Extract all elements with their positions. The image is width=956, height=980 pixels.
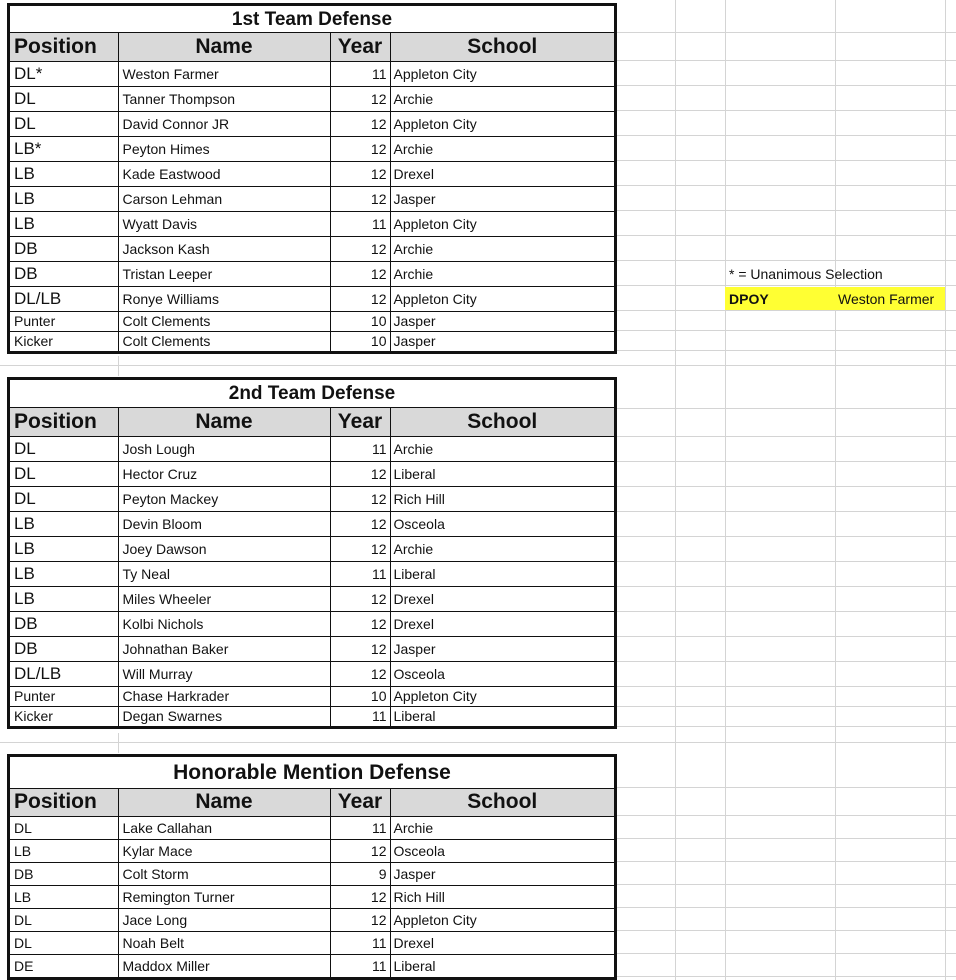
- year-cell: 10: [330, 686, 390, 706]
- table-row: [10, 885, 614, 908]
- position-cell: LB: [10, 186, 118, 211]
- first-team-section: [7, 3, 617, 354]
- second-team-title: 2nd Team Defense: [10, 380, 614, 408]
- year-cell: 12: [330, 611, 390, 636]
- name-cell: Devin Bloom: [118, 511, 330, 536]
- table-row: [10, 111, 614, 136]
- school-cell: Appleton City: [390, 111, 614, 136]
- dpoy-label: DPOY: [729, 291, 769, 307]
- position-cell: LB: [10, 211, 118, 236]
- table-row: [10, 86, 614, 111]
- table-row: [10, 236, 614, 261]
- school-cell: Rich Hill: [390, 486, 614, 511]
- school-cell: Archie: [390, 536, 614, 561]
- table-row: [10, 706, 614, 726]
- year-cell: 12: [330, 186, 390, 211]
- table-row: [10, 311, 614, 331]
- header-position: Position: [10, 789, 118, 816]
- header-year: Year: [330, 33, 390, 61]
- header-year: Year: [330, 789, 390, 816]
- school-cell: Archie: [390, 816, 614, 839]
- table-row: [10, 931, 614, 954]
- year-cell: 11: [330, 561, 390, 586]
- table-row: [10, 954, 614, 977]
- table-row: [10, 908, 614, 931]
- position-cell: DL: [10, 436, 118, 461]
- unanimous-note: * = Unanimous Selection: [729, 266, 883, 282]
- honorable-mention-title: Honorable Mention Defense: [10, 757, 614, 789]
- year-cell: 10: [330, 331, 390, 351]
- year-cell: 11: [330, 436, 390, 461]
- name-cell: Miles Wheeler: [118, 586, 330, 611]
- school-cell: Drexel: [390, 611, 614, 636]
- table-row: [10, 816, 614, 839]
- name-cell: Johnathan Baker: [118, 636, 330, 661]
- table-row: [10, 611, 614, 636]
- name-cell: Josh Lough: [118, 436, 330, 461]
- name-cell: David Connor JR: [118, 111, 330, 136]
- school-cell: Drexel: [390, 931, 614, 954]
- table-row: [10, 661, 614, 686]
- school-cell: Jasper: [390, 311, 614, 331]
- position-cell: LB: [10, 885, 118, 908]
- honorable-mention-table: [10, 789, 614, 977]
- first-team-table: [10, 33, 614, 351]
- position-cell: DL: [10, 931, 118, 954]
- position-cell: Kicker: [10, 706, 118, 726]
- position-cell: DL: [10, 486, 118, 511]
- name-cell: Joey Dawson: [118, 536, 330, 561]
- dpoy-value: Weston Farmer: [838, 291, 935, 307]
- header-school: School: [390, 408, 614, 436]
- year-cell: 11: [330, 706, 390, 726]
- table-row: [10, 839, 614, 862]
- year-cell: 12: [330, 486, 390, 511]
- position-cell: DB: [10, 636, 118, 661]
- school-cell: Osceola: [390, 661, 614, 686]
- year-cell: 12: [330, 86, 390, 111]
- school-cell: Archie: [390, 261, 614, 286]
- name-cell: Kade Eastwood: [118, 161, 330, 186]
- position-cell: LB: [10, 161, 118, 186]
- table-row: [10, 331, 614, 351]
- name-cell: Maddox Miller: [118, 954, 330, 977]
- header-position: Position: [10, 33, 118, 61]
- name-cell: Carson Lehman: [118, 186, 330, 211]
- school-cell: Jasper: [390, 862, 614, 885]
- school-cell: Jasper: [390, 636, 614, 661]
- position-cell: LB*: [10, 136, 118, 161]
- name-cell: Kylar Mace: [118, 839, 330, 862]
- position-cell: DB: [10, 862, 118, 885]
- name-cell: Jackson Kash: [118, 236, 330, 261]
- name-cell: Peyton Mackey: [118, 486, 330, 511]
- name-cell: Wyatt Davis: [118, 211, 330, 236]
- year-cell: 9: [330, 862, 390, 885]
- year-cell: 11: [330, 954, 390, 977]
- school-cell: Osceola: [390, 511, 614, 536]
- table-row: [10, 486, 614, 511]
- name-cell: Kolbi Nichols: [118, 611, 330, 636]
- school-cell: Appleton City: [390, 286, 614, 311]
- name-cell: Tristan Leeper: [118, 261, 330, 286]
- position-cell: DL: [10, 816, 118, 839]
- year-cell: 11: [330, 61, 390, 86]
- name-cell: Lake Callahan: [118, 816, 330, 839]
- name-cell: Will Murray: [118, 661, 330, 686]
- school-cell: Appleton City: [390, 686, 614, 706]
- school-cell: Archie: [390, 136, 614, 161]
- year-cell: 11: [330, 211, 390, 236]
- table-row: [10, 686, 614, 706]
- honorable-mention-section: [7, 754, 617, 980]
- year-cell: 12: [330, 885, 390, 908]
- header-name: Name: [118, 408, 330, 436]
- dpoy-highlight: [725, 287, 945, 310]
- school-cell: Jasper: [390, 186, 614, 211]
- school-cell: Drexel: [390, 161, 614, 186]
- school-cell: Liberal: [390, 561, 614, 586]
- school-cell: Archie: [390, 436, 614, 461]
- year-cell: 12: [330, 161, 390, 186]
- name-cell: Ronye Williams: [118, 286, 330, 311]
- name-cell: Peyton Himes: [118, 136, 330, 161]
- name-cell: Colt Storm: [118, 862, 330, 885]
- position-cell: DE: [10, 954, 118, 977]
- table-row: [10, 862, 614, 885]
- name-cell: Chase Harkrader: [118, 686, 330, 706]
- name-cell: Tanner Thompson: [118, 86, 330, 111]
- name-cell: Hector Cruz: [118, 461, 330, 486]
- table-row: [10, 511, 614, 536]
- position-cell: DB: [10, 611, 118, 636]
- table-row: [10, 461, 614, 486]
- year-cell: 12: [330, 511, 390, 536]
- table-row: [10, 186, 614, 211]
- year-cell: 12: [330, 236, 390, 261]
- table-row: [10, 536, 614, 561]
- year-cell: 12: [330, 261, 390, 286]
- year-cell: 12: [330, 839, 390, 862]
- table-row: [10, 436, 614, 461]
- year-cell: 12: [330, 661, 390, 686]
- year-cell: 12: [330, 536, 390, 561]
- school-cell: Appleton City: [390, 908, 614, 931]
- header-school: School: [390, 789, 614, 816]
- position-cell: Kicker: [10, 331, 118, 351]
- header-year: Year: [330, 408, 390, 436]
- year-cell: 12: [330, 636, 390, 661]
- position-cell: DL/LB: [10, 661, 118, 686]
- position-cell: DL/LB: [10, 286, 118, 311]
- school-cell: Liberal: [393, 708, 436, 725]
- name-cell: Ty Neal: [118, 561, 330, 586]
- position-cell: LB: [10, 839, 118, 862]
- position-cell: LB: [10, 586, 118, 611]
- name-cell: Weston Farmer: [118, 61, 330, 86]
- second-team-section: [7, 377, 617, 729]
- position-cell: LB: [10, 536, 118, 561]
- school-cell: Rich Hill: [390, 885, 614, 908]
- table-row: [10, 161, 614, 186]
- year-cell: 12: [330, 111, 390, 136]
- header-school: School: [390, 33, 614, 61]
- table-row: [10, 61, 614, 86]
- position-cell: DB: [10, 236, 118, 261]
- school-cell: Appleton City: [390, 61, 614, 86]
- position-cell: Punter: [10, 686, 118, 706]
- name-cell: Remington Turner: [118, 885, 330, 908]
- table-row: [10, 586, 614, 611]
- school-cell: Liberal: [390, 461, 614, 486]
- position-cell: Punter: [10, 311, 118, 331]
- position-cell: LB: [10, 511, 118, 536]
- header-name: Name: [118, 789, 330, 816]
- table-row: [10, 211, 614, 236]
- table-row: [10, 636, 614, 661]
- table-row: [10, 561, 614, 586]
- school-cell: Archie: [390, 236, 614, 261]
- school-cell: Liberal: [393, 957, 436, 974]
- school-cell: Osceola: [390, 839, 614, 862]
- header-name: Name: [118, 33, 330, 61]
- table-row: [10, 261, 614, 286]
- second-team-table: [10, 408, 614, 726]
- name-cell: Colt Clements: [118, 311, 330, 331]
- table-row: [10, 136, 614, 161]
- position-cell: DL: [10, 461, 118, 486]
- name-cell: Noah Belt: [118, 931, 330, 954]
- name-cell: Degan Swarnes: [118, 706, 330, 726]
- year-cell: 10: [330, 311, 390, 331]
- name-cell: Jace Long: [118, 908, 330, 931]
- table-row: [10, 286, 614, 311]
- school-cell: Jasper: [393, 333, 436, 350]
- year-cell: 12: [330, 461, 390, 486]
- school-cell: Appleton City: [390, 211, 614, 236]
- school-cell: Drexel: [390, 586, 614, 611]
- name-cell: Colt Clements: [118, 331, 330, 351]
- school-cell: Archie: [390, 86, 614, 111]
- year-cell: 12: [330, 286, 390, 311]
- position-cell: DL: [10, 86, 118, 111]
- position-cell: DB: [10, 261, 118, 286]
- year-cell: 12: [330, 136, 390, 161]
- position-cell: DL*: [10, 61, 118, 86]
- year-cell: 12: [330, 586, 390, 611]
- year-cell: 11: [330, 931, 390, 954]
- position-cell: DL: [10, 908, 118, 931]
- position-cell: LB: [10, 561, 118, 586]
- year-cell: 11: [330, 816, 390, 839]
- first-team-title: 1st Team Defense: [10, 6, 614, 33]
- year-cell: 12: [330, 908, 390, 931]
- position-cell: DL: [10, 111, 118, 136]
- header-position: Position: [10, 408, 118, 436]
